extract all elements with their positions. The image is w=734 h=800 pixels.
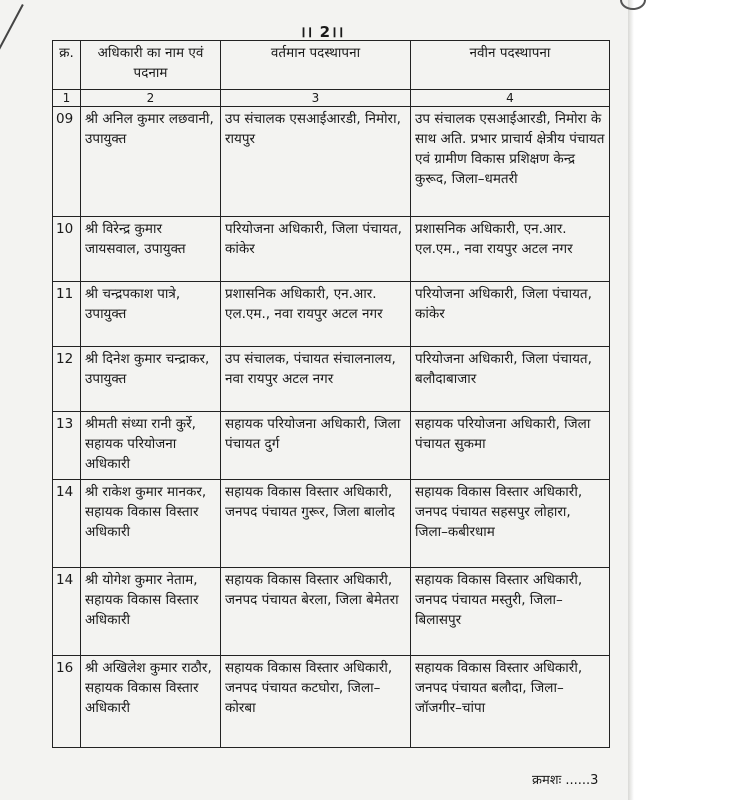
serial-cell: 13 <box>53 412 81 480</box>
new-posting-cell: उप संचालक एसआईआरडी, निमोरा के साथ अति. प्रभार प्राचार्य क्षेत्रीय पंचायत एवं ग्रामीण विकास प्रशिक्षण केन्द्र कुरूद, जिला–धमतरी <box>411 107 610 217</box>
current-posting-cell: सहायक विकास विस्तार अधिकारी, जनपद पंचायत कटघोरा, जिला–कोरबा <box>221 656 411 748</box>
page-edge <box>628 0 634 800</box>
current-posting-cell: सहायक विकास विस्तार अधिकारी, जनपद पंचायत बेरला, जिला बेमेतरा <box>221 568 411 656</box>
current-posting-cell: परियोजना अधिकारी, जिला पंचायत, कांकेर <box>221 217 411 282</box>
name-cell: श्री दिनेश कुमार चन्द्राकर, उपायुक्त <box>81 347 221 412</box>
name-cell: श्री योगेश कुमार नेताम, सहायक विकास विस्तार अधिकारी <box>81 568 221 656</box>
table-row <box>53 568 610 656</box>
serial-cell: 09 <box>53 107 81 217</box>
table-row <box>53 656 610 748</box>
new-posting-cell: परियोजना अधिकारी, जिला पंचायत, कांकेर <box>411 282 610 347</box>
new-posting-cell: परियोजना अधिकारी, जिला पंचायत, बलौदाबाजार <box>411 347 610 412</box>
current-posting-cell: प्रशासनिक अधिकारी, एन.आर. एल.एम., नवा रायपुर अटल नगर <box>221 282 411 347</box>
new-posting-cell: सहायक विकास विस्तार अधिकारी, जनपद पंचायत मस्तुरी, जिला–बिलासपुर <box>411 568 610 656</box>
new-posting-cell: सहायक विकास विस्तार अधिकारी, जनपद पंचायत बलौदा, जिला–जॉजगीर–चांपा <box>411 656 610 748</box>
name-cell: श्री अनिल कुमार लछवानी, उपायुक्त <box>81 107 221 217</box>
current-posting-cell: सहायक विकास विस्तार अधिकारी, जनपद पंचायत गुरूर, जिला बालोद <box>221 480 411 568</box>
col-header-serial: क्र. <box>53 41 81 90</box>
col-header-current-posting: वर्तमान पदस्थापना <box>221 41 411 90</box>
serial-cell: 10 <box>53 217 81 282</box>
current-posting-cell: उप संचालक, पंचायत संचालनालय, नवा रायपुर अटल नगर <box>221 347 411 412</box>
current-posting-cell: सहायक परियोजना अधिकारी, जिला पंचायत दुर्ग <box>221 412 411 480</box>
serial-cell: 14 <box>53 480 81 568</box>
serial-cell: 11 <box>53 282 81 347</box>
serial-cell: 12 <box>53 347 81 412</box>
continued-marker: क्रमशः ......3 <box>532 773 599 788</box>
new-posting-cell: प्रशासनिक अधिकारी, एन.आर. एल.एम., नवा रायपुर अटल नगर <box>411 217 610 282</box>
table-row <box>53 282 610 347</box>
table-row <box>53 347 610 412</box>
transfer-table <box>52 40 610 748</box>
index-cell: 3 <box>221 90 411 107</box>
index-cell: 2 <box>81 90 221 107</box>
new-posting-cell: सहायक विकास विस्तार अधिकारी, जनपद पंचायत सहसपुर लोहारा, जिला–कबीरधाम <box>411 480 610 568</box>
table-row <box>53 480 610 568</box>
col-header-name: अधिकारी का नाम एवं पदनाम <box>81 41 221 90</box>
name-cell: श्री अखिलेश कुमार राठौर, सहायक विकास विस्तार अधिकारी <box>81 656 221 748</box>
index-cell: 4 <box>411 90 610 107</box>
current-posting-cell: उप संचालक एसआईआरडी, निमोरा, रायपुर <box>221 107 411 217</box>
serial-cell: 16 <box>53 656 81 748</box>
col-header-new-posting: नवीन पदस्थापना <box>411 41 610 90</box>
table-index-row <box>53 90 610 107</box>
table-row <box>53 412 610 480</box>
name-cell: श्री चन्द्रपकाश पात्रे, उपायुक्त <box>81 282 221 347</box>
name-cell: श्रीमती संध्या रानी कुर्रे, सहायक परियोजना अधिकारी <box>81 412 221 480</box>
page-number: ।। 2।। <box>300 23 345 41</box>
table-row <box>53 107 610 217</box>
table-header-row <box>53 41 610 90</box>
new-posting-cell: सहायक परियोजना अधिकारी, जिला पंचायत सुकमा <box>411 412 610 480</box>
serial-cell: 14 <box>53 568 81 656</box>
name-cell: श्री विरेन्द्र कुमार जायसवाल, उपायुक्त <box>81 217 221 282</box>
index-cell: 1 <box>53 90 81 107</box>
table-row <box>53 217 610 282</box>
name-cell: श्री राकेश कुमार मानकर, सहायक विकास विस्तार अधिकारी <box>81 480 221 568</box>
